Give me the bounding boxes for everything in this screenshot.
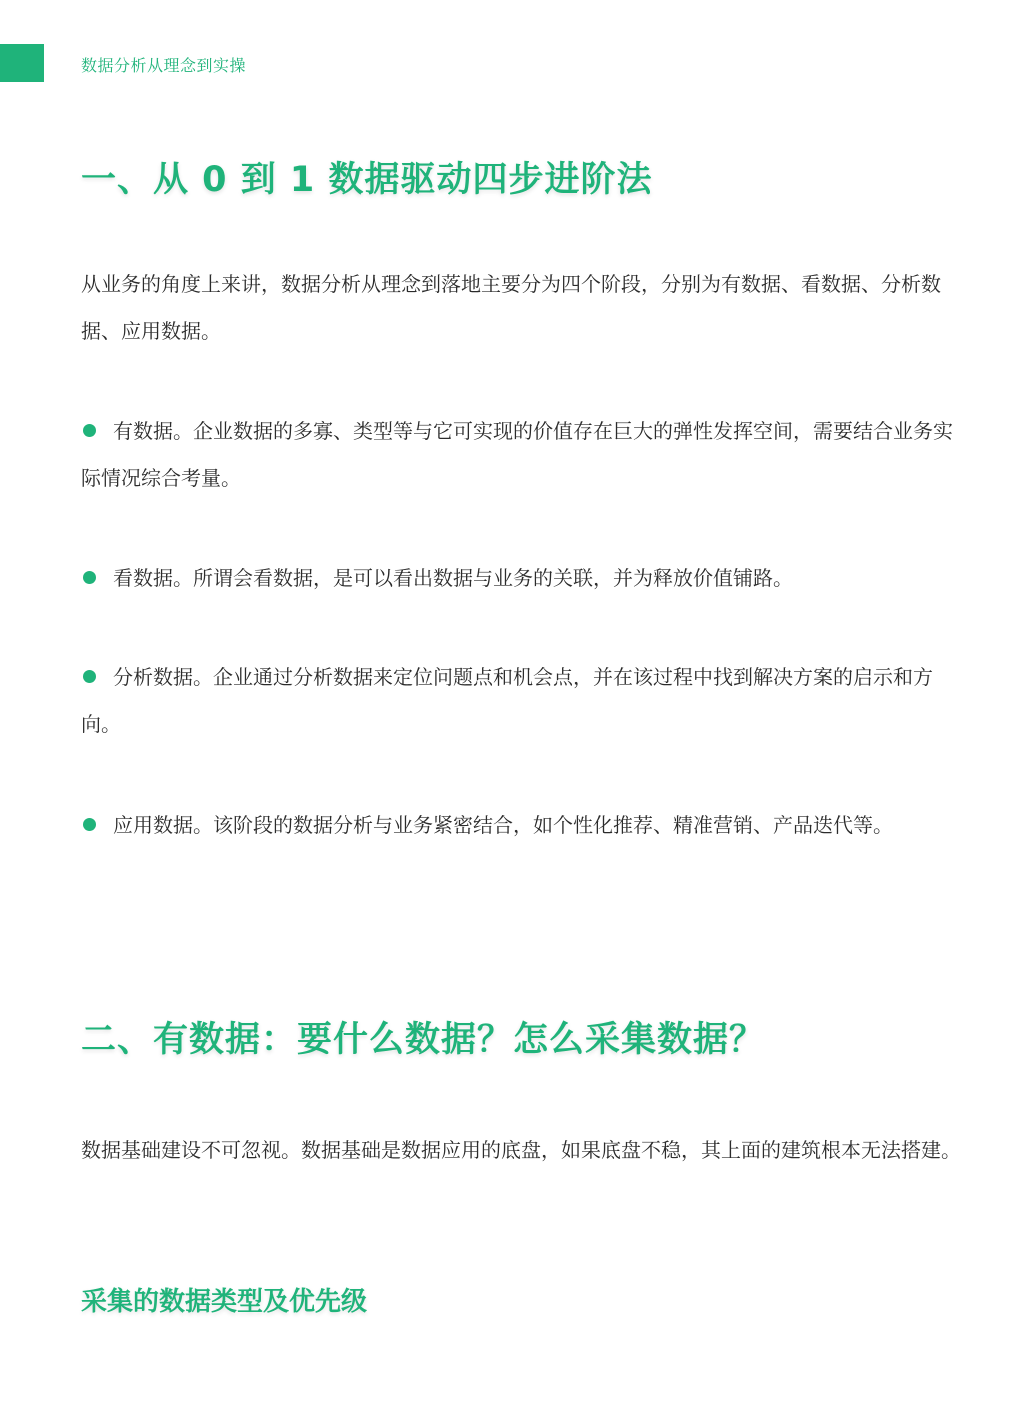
bullet-item — [81, 802, 961, 849]
bullet-text: 应用数据。该阶段的数据分析与业务紧密结合，如个性化推荐、精准营销、产品迭代等。 — [113, 813, 893, 837]
section-2-heading: 二、有数据：要什么数据？怎么采集数据？ — [81, 1020, 766, 1060]
section-1-heading: 一、从 0 到 1 数据驱动四步进阶法 — [81, 160, 653, 200]
section-2-paragraph: 数据基础建设不可忽视。数据基础是数据应用的底盘，如果底盘不稳，其上面的建筑根本无法搭建。 — [81, 1138, 961, 1162]
bullet-item — [81, 654, 961, 748]
bullet-dot-icon — [83, 571, 96, 584]
bullet-text: 分析数据。企业通过分析数据来定位问题点和机会点，并在该过程中找到解决方案的启示和方向。 — [81, 665, 933, 736]
bullet-dot-icon — [83, 424, 96, 437]
bullet-dot-icon — [83, 670, 96, 683]
bullet-text: 有数据。企业数据的多寡、类型等与它可实现的价值存在巨大的弹性发挥空间，需要结合业务实际情况综合考量。 — [81, 419, 953, 490]
header-accent-block — [0, 44, 44, 82]
bullet-item — [81, 555, 961, 602]
bullet-text: 看数据。所谓会看数据，是可以看出数据与业务的关联，并为释放价值铺路。 — [113, 566, 793, 590]
section-2-subheading: 采集的数据类型及优先级 — [81, 1287, 368, 1317]
bullet-item — [81, 408, 961, 502]
section-1-intro: 从业务的角度上来讲，数据分析从理念到落地主要分为四个阶段，分别为有数据、看数据、分析数据、应用数据。 — [81, 272, 941, 343]
running-header-title: 数据分析从理念到实操 — [81, 56, 247, 75]
bullet-dot-icon — [83, 818, 96, 831]
